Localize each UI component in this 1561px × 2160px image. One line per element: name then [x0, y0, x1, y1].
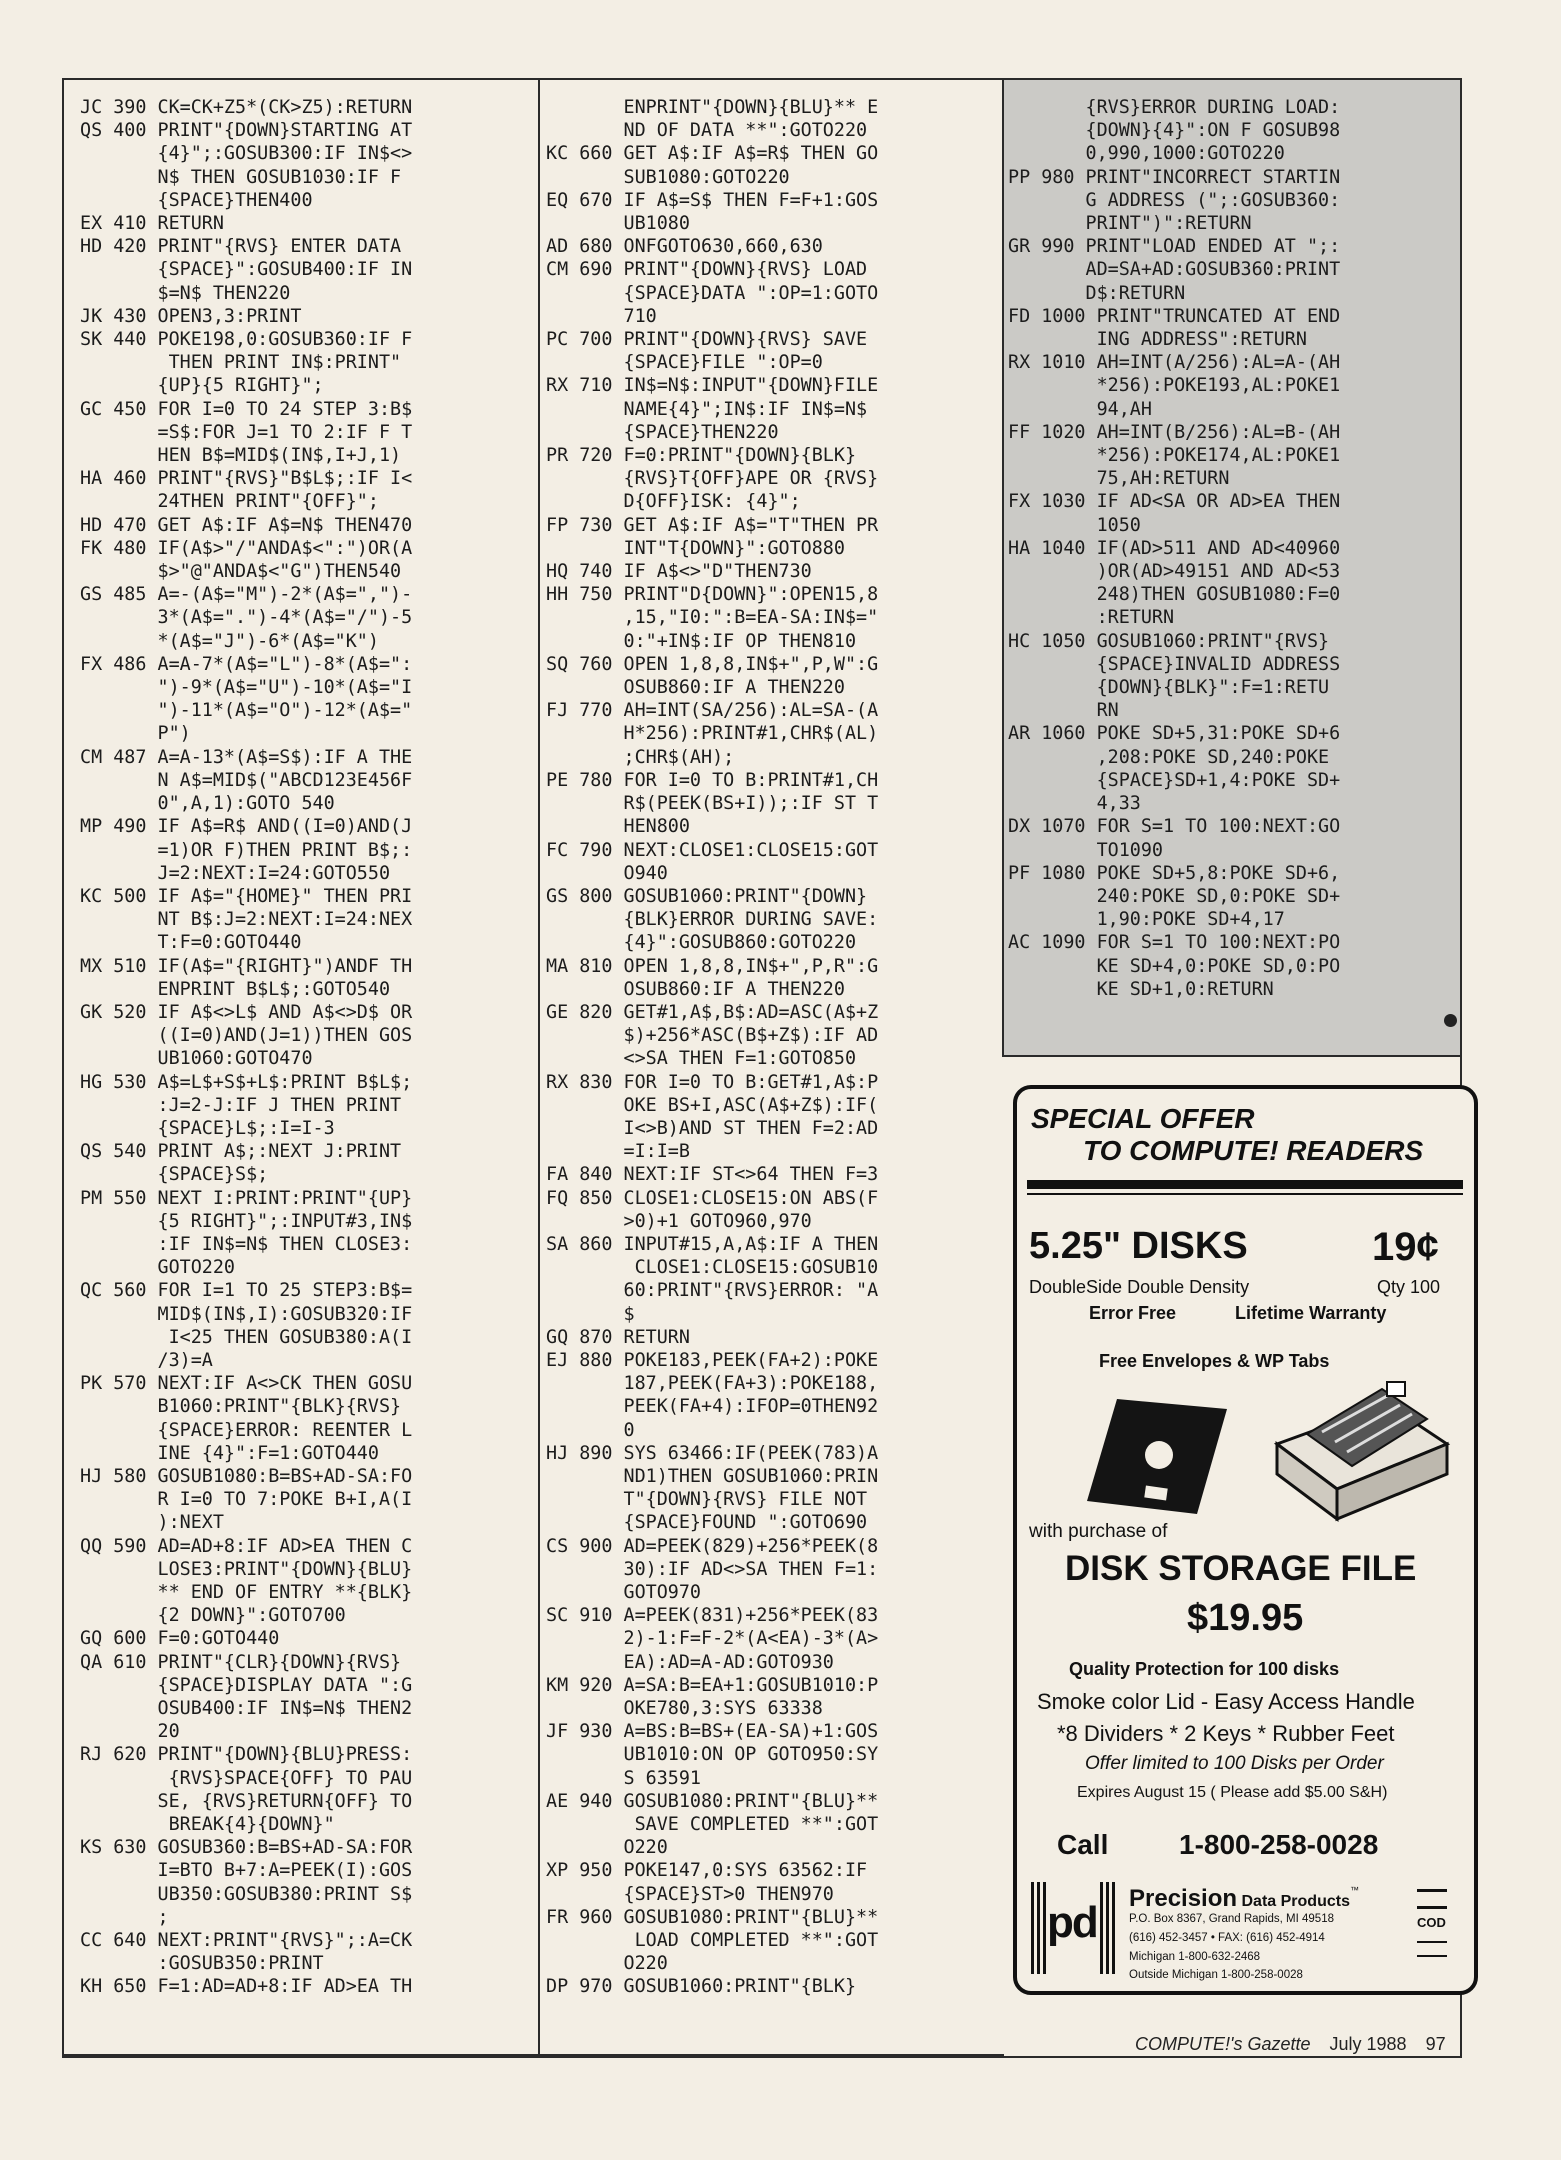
- code-line: QS 540 PRINT A$;:NEXT J:PRINT: [80, 1141, 402, 1163]
- code-line: MP 490 IF A$=R$ AND((I=0)AND(J: [80, 816, 413, 838]
- code-line: CLOSE1:CLOSE15:GOSUB10: [546, 1257, 879, 1279]
- code-line: UB1060:GOTO470: [80, 1048, 313, 1070]
- bottom-rule-left: [62, 2054, 1004, 2056]
- code-line: {SPACE}DISPLAY DATA ":G: [80, 1674, 413, 1696]
- code-line: 3*(A$=".")-4*(A$="/")-5: [80, 607, 413, 629]
- code-line: 0",A,1):GOTO 540: [80, 793, 335, 815]
- code-line: DP 970 GOSUB1060:PRINT"{BLK}: [546, 1976, 857, 1998]
- code-line: H*256):PRINT#1,CHR$(AL): [546, 723, 879, 745]
- code-line: $)+256*ASC(B$+Z$):IF AD: [546, 1025, 879, 1047]
- payment-card-icon-2: [1417, 1941, 1447, 1957]
- code-line: I=BTO B+7:A=PEEK(I):GOS: [80, 1860, 413, 1882]
- code-line: QQ 590 AD=AD+8:IF AD>EA THEN C: [80, 1535, 413, 1557]
- code-line: RX 830 FOR I=0 TO B:GET#1,A$:P: [546, 1071, 879, 1093]
- code-line: O220: [546, 1953, 668, 1975]
- envelopes-text: Free Envelopes & WP Tabs: [1099, 1351, 1330, 1371]
- company-address-3: Michigan 1-800-632-2468: [1129, 1951, 1261, 1963]
- code-line: THEN PRINT IN$:PRINT": [80, 352, 402, 374]
- code-line: ,208:POKE SD,240:POKE: [1008, 746, 1330, 768]
- code-line: XP 950 POKE147,0:SYS 63562:IF: [546, 1860, 868, 1882]
- product-price: $19.95: [1187, 1597, 1304, 1639]
- listing-column-1: [80, 96, 536, 2036]
- code-line: SK 440 POKE198,0:GOSUB360:IF F: [80, 329, 413, 351]
- code-line: HD 470 GET A$:IF A$=N$ THEN470: [80, 514, 413, 536]
- code-line: MX 510 IF(A$="{RIGHT}")ANDF TH: [80, 955, 413, 977]
- disk-title: 5.25" DISKS: [1029, 1225, 1248, 1267]
- code-line: HEN800: [546, 816, 690, 838]
- code-line: )OR(AD>49151 AND AD<53: [1008, 561, 1341, 583]
- code-line: {RVS}ERROR DURING LOAD:: [1008, 97, 1341, 118]
- code-line: BREAK{4}{DOWN}": [80, 1814, 335, 1836]
- code-line: T:F=0:GOTO440: [80, 932, 302, 954]
- code-line: 0,990,1000:GOTO220: [1008, 143, 1285, 165]
- code-line: LOAD COMPLETED **":GOT: [546, 1930, 879, 1952]
- code-line: B1060:PRINT"{BLK}{RVS}: [80, 1396, 402, 1418]
- code-line: PF 1080 POKE SD+5,8:POKE SD+6,: [1008, 862, 1341, 884]
- offer-limit: Offer limited to 100 Disks per Order: [1085, 1753, 1384, 1774]
- code-line: RN: [1008, 700, 1119, 722]
- phone-number: 1-800-258-0028: [1179, 1829, 1379, 1860]
- code-line: $: [546, 1303, 635, 1325]
- publication-name: COMPUTE!'s Gazette: [1135, 2034, 1311, 2054]
- storage-file-icon: [1267, 1374, 1452, 1524]
- code-line: {SPACE}DATA ":OP=1:GOTO: [546, 282, 879, 304]
- cod-label: COD: [1417, 1915, 1446, 1930]
- code-line: FX 486 A=A-7*(A$="L")-8*(A$=":: [80, 653, 413, 675]
- code-line: <>SA THEN F=1:GOTO850: [546, 1048, 857, 1070]
- code-line: $=N$ THEN220: [80, 282, 291, 304]
- code-line: SQ 760 OPEN 1,8,8,IN$+",P,W":G: [546, 653, 879, 675]
- code-line: GOTO220: [80, 1257, 236, 1279]
- code-line: CC 640 NEXT:PRINT"{RVS}";:A=CK: [80, 1930, 413, 1952]
- code-line: QC 560 FOR I=1 TO 25 STEP3:B$=: [80, 1280, 413, 1302]
- code-line: *256):POKE174,AL:POKE1: [1008, 445, 1341, 467]
- code-line: SA 860 INPUT#15,A,A$:IF A THEN: [546, 1233, 879, 1255]
- code-line: 60:PRINT"{RVS}ERROR: "A: [546, 1280, 879, 1302]
- code-line: 24THEN PRINT"{OFF}";: [80, 491, 379, 513]
- code-line: QS 400 PRINT"{DOWN}STARTING AT: [80, 120, 413, 142]
- code-line: AR 1060 POKE SD+5,31:POKE SD+6: [1008, 723, 1341, 745]
- code-line: PC 700 PRINT"{DOWN}{RVS} SAVE: [546, 329, 868, 351]
- code-line: CM 487 A=A-13*(A$=S$):IF A THE: [80, 746, 413, 768]
- purchase-text: with purchase of: [1029, 1521, 1168, 1542]
- code-line: :IF IN$=N$ THEN CLOSE3:: [80, 1233, 413, 1255]
- code-line: {4}";:GOSUB300:IF IN$<>: [80, 143, 413, 165]
- code-line: {SPACE}":GOSUB400:IF IN: [80, 259, 413, 281]
- code-line: INE {4}":F=1:GOTO440: [80, 1442, 379, 1464]
- code-line: HEN B$=MID$(IN$,I+J,1): [80, 445, 402, 467]
- code-line: GR 990 PRINT"LOAD ENDED AT ";:: [1008, 236, 1341, 258]
- code-line: {SPACE}FILE ":OP=0: [546, 352, 823, 374]
- code-line: N$ THEN GOSUB1030:IF F: [80, 166, 402, 188]
- disk-price: 19¢: [1372, 1225, 1439, 1269]
- code-line: GQ 870 RETURN: [546, 1326, 690, 1348]
- code-line: FJ 770 AH=INT(SA/256):AL=SA-(A: [546, 700, 879, 722]
- floppy-disk-icon: [1087, 1389, 1227, 1519]
- column-divider-1: [538, 80, 540, 2056]
- disk-qty: Qty 100: [1377, 1277, 1441, 1297]
- code-line: {DOWN}{BLK}":F=1:RETU: [1008, 677, 1330, 699]
- code-line: INT"T{DOWN}":GOTO880: [546, 537, 845, 559]
- code-line: PP 980 PRINT"INCORRECT STARTIN: [1008, 166, 1341, 188]
- code-line: OKE BS+I,ASC(A$+Z$):IF(: [546, 1094, 879, 1116]
- code-line: J=2:NEXT:I=24:GOTO550: [80, 862, 391, 884]
- code-line: JF 930 A=BS:B=BS+(EA-SA)+1:GOS: [546, 1721, 879, 1743]
- code-line: GE 820 GET#1,A$,B$:AD=ASC(A$+Z: [546, 1001, 879, 1023]
- code-line: GS 485 A=-(A$="M")-2*(A$=",")-: [80, 584, 413, 606]
- code-line: :RETURN: [1008, 607, 1175, 629]
- code-line: KC 660 GET A$:IF A$=R$ THEN GO: [546, 143, 879, 165]
- code-line: =1)OR F)THEN PRINT B$;:: [80, 839, 413, 861]
- code-line: SUB1080:GOTO220: [546, 166, 790, 188]
- code-line: ENPRINT B$L$;:GOTO540: [80, 978, 391, 1000]
- features-line-1: Smoke color Lid - Easy Access Handle: [1037, 1689, 1415, 1714]
- advertisement-box: [1013, 1085, 1478, 1995]
- code-line: RJ 620 PRINT"{DOWN}{BLU}PRESS:: [80, 1744, 413, 1766]
- code-line: 0: [546, 1419, 635, 1441]
- code-line: {2 DOWN}":GOTO700: [80, 1605, 346, 1627]
- code-line: EA):AD=A-AD:GOTO930: [546, 1651, 834, 1673]
- code-line: {BLK}ERROR DURING SAVE:: [546, 909, 879, 931]
- code-line: I<>B)AND ST THEN F=2:AD: [546, 1117, 879, 1139]
- code-line: AD=SA+AD:GOSUB360:PRINT: [1008, 259, 1341, 281]
- code-line: FC 790 NEXT:CLOSE1:CLOSE15:GOT: [546, 839, 879, 861]
- code-line: RX 710 IN$=N$:INPUT"{DOWN}FILE: [546, 375, 879, 397]
- code-line: CS 900 AD=PEEK(829)+256*PEEK(8: [546, 1535, 879, 1557]
- code-line: D$:RETURN: [1008, 282, 1186, 304]
- code-line: GS 800 GOSUB1060:PRINT"{DOWN}: [546, 885, 868, 907]
- error-free: Error Free: [1089, 1303, 1177, 1323]
- code-line: UB1010:ON OP GOTO950:SY: [546, 1744, 879, 1766]
- code-line: OKE780,3:SYS 63338: [546, 1698, 823, 1720]
- code-line: 1,90:POKE SD+4,17: [1008, 909, 1285, 931]
- code-line: 187,PEEK(FA+3):POKE188,: [546, 1373, 879, 1395]
- code-line: KH 650 F=1:AD=AD+8:IF AD>EA TH: [80, 1976, 413, 1998]
- offer-line-1: SPECIAL OFFER: [1031, 1103, 1255, 1134]
- code-line: ,15,"I0:":B=EA-SA:IN$=": [546, 607, 879, 629]
- code-line: FD 1000 PRINT"TRUNCATED AT END: [1008, 305, 1341, 327]
- code-line: *(A$="J")-6*(A$="K"): [80, 630, 379, 652]
- code-line: ((I=0)AND(J=1))THEN GOS: [80, 1025, 413, 1047]
- page-number: 97: [1425, 2034, 1446, 2054]
- code-line: T"{DOWN}{RVS} FILE NOT: [546, 1489, 868, 1511]
- code-line: ")-9*(A$="U")-10*(A$="I: [80, 677, 413, 699]
- code-line: HC 1050 GOSUB1060:PRINT"{RVS}: [1008, 630, 1330, 652]
- code-line: UB350:GOSUB380:PRINT S$: [80, 1883, 413, 1905]
- code-line: KC 500 IF A$="{HOME}" THEN PRI: [80, 885, 413, 907]
- warranty: Lifetime Warranty: [1235, 1303, 1387, 1323]
- code-line: 94,AH: [1008, 398, 1152, 420]
- code-line: HD 420 PRINT"{RVS} ENTER DATA: [80, 236, 402, 258]
- code-line: 240:POKE SD,0:POKE SD+: [1008, 885, 1341, 907]
- offer-line-2: TO COMPUTE! READERS: [1083, 1135, 1424, 1166]
- code-line: 710: [546, 305, 657, 327]
- code-line: ND OF DATA **":GOTO220: [546, 120, 868, 142]
- code-line: UB1080: [546, 213, 690, 235]
- logo-letters: pd: [1047, 1898, 1097, 1947]
- quality-text: Quality Protection for 100 disks: [1069, 1659, 1340, 1679]
- code-line: OSUB400:IF IN$=N$ THEN2: [80, 1698, 413, 1720]
- code-line: >0)+1 GOTO960,970: [546, 1210, 812, 1232]
- code-line: SC 910 A=PEEK(831)+256*PEEK(83: [546, 1605, 879, 1627]
- code-line: ND1)THEN GOSUB1060:PRIN: [546, 1465, 879, 1487]
- code-line: {RVS}T{OFF}APE OR {RVS}: [546, 468, 879, 490]
- code-line: HG 530 A$=L$+S$+L$:PRINT B$L$;: [80, 1071, 413, 1093]
- code-line: {SPACE}FOUND ":GOTO690: [546, 1512, 868, 1534]
- code-line: 4,33: [1008, 793, 1141, 815]
- code-line: KS 630 GOSUB360:B=BS+AD-SA:FOR: [80, 1837, 413, 1859]
- code-line: LOSE3:PRINT"{DOWN}{BLU}: [80, 1558, 413, 1580]
- code-line: {DOWN}{4}":ON F GOSUB98: [1008, 120, 1341, 142]
- code-line: AD 680 ONFGOTO630,660,630: [546, 236, 823, 258]
- code-line: ENPRINT"{DOWN}{BLU}** E: [546, 97, 879, 118]
- code-line: N A$=MID$("ABCD123E456F: [80, 769, 413, 791]
- code-line: SE, {RVS}RETURN{OFF} TO: [80, 1790, 413, 1812]
- code-line: ;: [80, 1906, 169, 1928]
- code-line: MA 810 OPEN 1,8,8,IN$+",P,R":G: [546, 955, 879, 977]
- code-line: HJ 580 GOSUB1080:B=BS+AD-SA:FO: [80, 1465, 413, 1487]
- code-line: EJ 880 POKE183,PEEK(FA+2):POKE: [546, 1349, 879, 1371]
- code-line: HJ 890 SYS 63466:IF(PEEK(783)A: [546, 1442, 879, 1464]
- code-line: {4}":GOSUB860:GOTO220: [546, 932, 857, 954]
- code-line: HA 1040 IF(AD>511 AND AD<40960: [1008, 537, 1341, 559]
- code-line: ):NEXT: [80, 1512, 224, 1534]
- code-line: PM 550 NEXT I:PRINT:PRINT"{UP}: [80, 1187, 413, 1209]
- code-line: KE SD+1,0:RETURN: [1008, 978, 1274, 1000]
- code-line: =I:I=B: [546, 1141, 690, 1163]
- code-line: GK 520 IF A$<>L$ AND A$<>D$ OR: [80, 1001, 413, 1023]
- page-footer: [1135, 2034, 1460, 2055]
- code-line: {SPACE}SD+1,4:POKE SD+: [1008, 769, 1341, 791]
- code-line: SAVE COMPLETED **":GOT: [546, 1814, 879, 1836]
- features-line-2: *8 Dividers * 2 Keys * Rubber Feet: [1057, 1721, 1395, 1746]
- code-line: =S$:FOR J=1 TO 2:IF F T: [80, 421, 413, 443]
- code-line: PRINT")":RETURN: [1008, 213, 1252, 235]
- code-line: FP 730 GET A$:IF A$="T"THEN PR: [546, 514, 879, 536]
- code-line: R I=0 TO 7:POKE B+I,A(I: [80, 1489, 413, 1511]
- code-line: RX 1010 AH=INT(A/256):AL=A-(AH: [1008, 352, 1341, 374]
- product-name: DISK STORAGE FILE: [1065, 1549, 1417, 1588]
- code-line: {SPACE}S$;: [80, 1164, 269, 1186]
- expires-text: Expires August 15 ( Please add $5.00 S&H): [1077, 1784, 1388, 1801]
- code-line: O940: [546, 862, 668, 884]
- code-line: MID$(IN$,I):GOSUB320:IF: [80, 1303, 413, 1325]
- code-line: PK 570 NEXT:IF A<>CK THEN GOSU: [80, 1373, 413, 1395]
- code-line: {RVS}SPACE{OFF} TO PAU: [80, 1767, 413, 1789]
- code-line: EQ 670 IF A$=S$ THEN F=F+1:GOS: [546, 189, 879, 211]
- code-line: EX 410 RETURN: [80, 213, 224, 235]
- listing-column-3: [1008, 96, 1460, 1061]
- company-logo: [1031, 1882, 1115, 1974]
- code-line: AE 940 GOSUB1080:PRINT"{BLU}**: [546, 1790, 879, 1812]
- code-line: DX 1070 FOR S=1 TO 100:NEXT:GO: [1008, 816, 1341, 838]
- code-line: G ADDRESS (";:GOSUB360:: [1008, 189, 1341, 211]
- code-line: ")-11*(A$="O")-12*(A$=": [80, 700, 413, 722]
- code-line: ;CHR$(AH);: [546, 746, 735, 768]
- payment-card-icon: [1417, 1889, 1447, 1909]
- company-address-4: Outside Michigan 1-800-258-0028: [1129, 1969, 1303, 1981]
- code-line: {SPACE}THEN400: [80, 189, 313, 211]
- company-address-2: (616) 452-3457 • FAX: (616) 452-4914: [1129, 1932, 1325, 1944]
- code-line: {SPACE}L$;:I=I-3: [80, 1117, 335, 1139]
- code-line: ** END OF ENTRY **{BLK}: [80, 1582, 413, 1603]
- end-mark-icon: [1444, 1014, 1457, 1027]
- code-line: ING ADDRESS":RETURN: [1008, 329, 1307, 351]
- code-line: TO1090: [1008, 839, 1164, 861]
- ad-header-rule: [1027, 1180, 1463, 1189]
- code-line: $>"@"ANDA$<"G")THEN540: [80, 561, 402, 583]
- code-line: KE SD+4,0:POKE SD,0:PO: [1008, 955, 1341, 977]
- code-line: JK 430 OPEN3,3:PRINT: [80, 305, 302, 327]
- code-line: 30):IF AD<>SA THEN F=1:: [546, 1558, 879, 1580]
- code-line: {SPACE}INVALID ADDRESS: [1008, 653, 1341, 675]
- code-line: OSUB860:IF A THEN220: [546, 978, 845, 1000]
- code-line: 20: [80, 1721, 180, 1743]
- listing-column-2: [546, 96, 1001, 2036]
- code-line: /3)=A: [80, 1349, 213, 1371]
- code-line: S 63591: [546, 1767, 702, 1789]
- code-line: 0:"+IN$:IF OP THEN810: [546, 630, 857, 652]
- code-line: {SPACE}THEN220: [546, 421, 779, 443]
- code-line: NT B$:J=2:NEXT:I=24:NEX: [80, 909, 413, 931]
- code-line: GQ 600 F=0:GOTO440: [80, 1628, 280, 1650]
- code-line: FA 840 NEXT:IF ST<>64 THEN F=3: [546, 1164, 879, 1186]
- code-line: FX 1030 IF AD<SA OR AD>EA THEN: [1008, 491, 1341, 513]
- code-line: OSUB860:IF A THEN220: [546, 677, 845, 699]
- code-line: HQ 740 IF A$<>"D"THEN730: [546, 561, 812, 583]
- code-line: FK 480 IF(A$>"/"ANDA$<":")OR(A: [80, 537, 413, 559]
- code-line: HH 750 PRINT"D{DOWN}":OPEN15,8: [546, 584, 879, 606]
- disk-density: DoubleSide Double Density: [1029, 1277, 1250, 1297]
- issue-date: July 1988: [1329, 2034, 1407, 2054]
- code-line: O220: [546, 1837, 668, 1859]
- code-line: :GOSUB350:PRINT: [80, 1953, 324, 1975]
- code-line: PE 780 FOR I=0 TO B:PRINT#1,CH: [546, 769, 879, 791]
- code-line: GOTO970: [546, 1582, 702, 1603]
- code-line: PR 720 F=0:PRINT"{DOWN}{BLK}: [546, 445, 857, 467]
- code-line: CM 690 PRINT"{DOWN}{RVS} LOAD: [546, 259, 868, 281]
- code-line: QA 610 PRINT"{CLR}{DOWN}{RVS}: [80, 1651, 402, 1673]
- code-line: AC 1090 FOR S=1 TO 100:NEXT:PO: [1008, 932, 1341, 954]
- code-line: {SPACE}ST>0 THEN970: [546, 1883, 834, 1905]
- code-line: 1050: [1008, 514, 1141, 536]
- code-line: NAME{4}";IN$:IF IN$=N$: [546, 398, 868, 420]
- ad-header-rule-thin: [1027, 1193, 1463, 1195]
- call-label: Call: [1057, 1829, 1109, 1860]
- code-line: HA 460 PRINT"{RVS}"B$L$;:IF I<: [80, 468, 413, 490]
- code-line: {SPACE}ERROR: REENTER L: [80, 1419, 413, 1441]
- code-line: 2)-1:F=F-2*(A<EA)-3*(A>: [546, 1628, 879, 1650]
- code-line: JC 390 CK=CK+Z5*(CK>Z5):RETURN: [80, 97, 413, 118]
- code-line: 75,AH:RETURN: [1008, 468, 1230, 490]
- company-name: Precision Data Products™: [1129, 1885, 1359, 1912]
- code-line: FQ 850 CLOSE1:CLOSE15:ON ABS(F: [546, 1187, 879, 1209]
- code-line: D{OFF}ISK: {4}";: [546, 491, 801, 513]
- company-address-1: P.O. Box 8367, Grand Rapids, MI 49518: [1129, 1913, 1334, 1925]
- code-line: PEEK(FA+4):IFOP=0THEN92: [546, 1396, 879, 1418]
- code-line: {5 RIGHT}";:INPUT#3,IN$: [80, 1210, 413, 1232]
- code-line: 248)THEN GOSUB1080:F=0: [1008, 584, 1341, 606]
- code-line: :J=2-J:IF J THEN PRINT: [80, 1094, 402, 1116]
- code-line: FF 1020 AH=INT(B/256):AL=B-(AH: [1008, 421, 1341, 443]
- code-line: KM 920 A=SA:B=EA+1:GOSUB1010:P: [546, 1674, 879, 1696]
- code-line: P"): [80, 723, 191, 745]
- code-line: R$(PEEK(BS+I));:IF ST T: [546, 793, 879, 815]
- code-line: I<25 THEN GOSUB380:A(I: [80, 1326, 413, 1348]
- code-line: {UP}{5 RIGHT}";: [80, 375, 324, 397]
- code-line: FR 960 GOSUB1080:PRINT"{BLU}**: [546, 1906, 879, 1928]
- code-line: *256):POKE193,AL:POKE1: [1008, 375, 1341, 397]
- code-line: GC 450 FOR I=0 TO 24 STEP 3:B$: [80, 398, 413, 420]
